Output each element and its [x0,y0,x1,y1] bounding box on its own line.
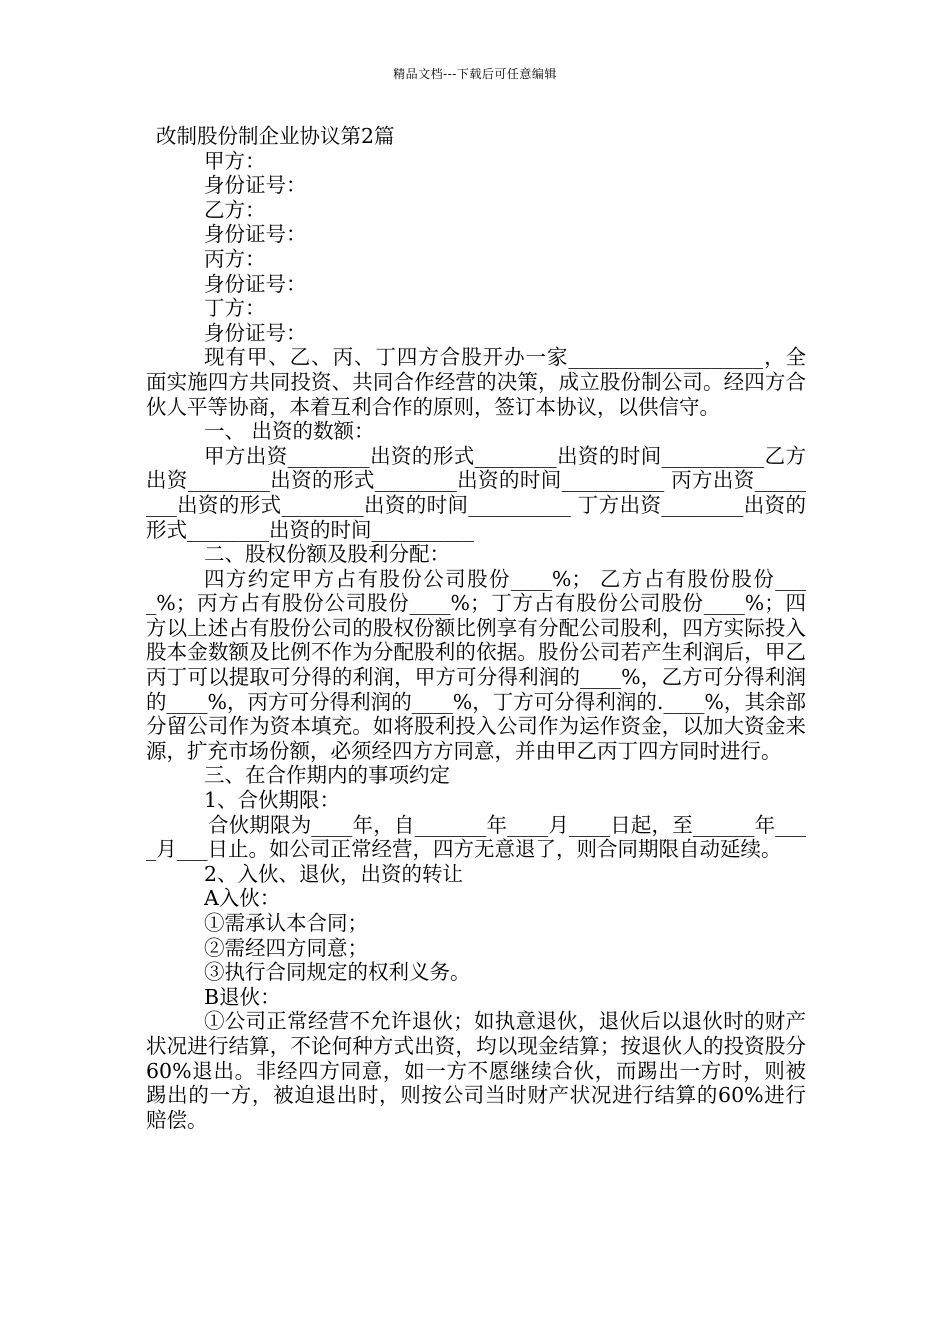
clause-2-heading: 2、入伙、退伙，出资的转让 [204,861,464,886]
partnership-term-paragraph: 合伙期限为____年，自_______年____月____日起，至______年____月___日止。如公司正常经营，四方无意退了，则合同期限自动延续。 [146,812,806,862]
party-d-label: 丁方： [204,296,266,321]
party-a-label: 甲方： [204,148,266,173]
withdrawal-heading: B退伙： [204,984,281,1009]
party-b-id-label: 身份证号： [204,222,307,247]
section-2-heading: 二、股权份额及股利分配： [204,542,450,567]
withdrawal-item-1: ①公司正常经营不允许退伙；如执意退伙，退伙后以退伙时的财产状况进行结算，不论何种方式出资，均以现金结算；按退伙人的投资股分60%退出。非经四方同意，如一方不愿继续合伙，而踢出一方时，则被踢出的一方，被迫退出时，则按公司当时财产状况进行结算的60%进行赔偿。 [146,1009,806,1132]
admission-item-1: ①需承认本合同； [204,911,368,935]
party-c-label: 丙方： [204,246,266,271]
clause-1-heading: 1、合伙期限： [204,788,341,813]
document-body [146,124,806,1132]
party-d-id-label: 身份证号： [204,320,307,345]
admission-item-2: ②需经四方同意； [204,935,368,960]
admission-heading: A入伙： [204,886,281,911]
party-c-id-label: 身份证号： [204,271,307,296]
equity-dividend-paragraph: 四方约定甲方占有股份公司股份____%； 乙方占有股份股份____%；丙方占有股份公司股份____%；丁方占有股份公司股份____%；四方以上述占有股份公司的股权份额比例享有分配公司股利，四方实际投入股本金数额及比例不作为分配股利的依据。股份公司若产生利润后，甲乙丙丁可以提取可分得的利润，甲方可分得利润的____%，乙方可分得利润的____%，丙方可分得利润的____%，丁方可分得利润的.____%，其余部分留公司作为资本填充。如将股利投入公司作为运作资金，以加大资金来源，扩充市场份额，必须经四方方同意，并由甲乙丙丁四方同时进行。 [146,566,806,763]
party-a-id-label: 身份证号： [204,173,307,198]
preamble-paragraph: 现有甲、乙、丙、丁四方合股开办一家___________________，全面实施四方共同投资、共同合作经营的决策，成立股份制公司。经四方合伙人平等协商，本着互利合作的原则，签订本协议，以供信守。 [146,345,806,419]
capital-contribution-paragraph: 甲方出资________出资的形式________出资的时间__________乙方出资________出资的形式________出资的时间__________ 丙方出资________出资的形式________出资的时间__________ 丁方出资________出资的形式________出资的时间__________ [146,443,806,542]
page-header: 精品文档---下载后可任意编辑 [393,67,557,81]
document-title: 改制股份制企业协议第2篇 [156,124,395,148]
admission-item-3: ③执行合同规定的权利义务。 [204,960,471,985]
section-1-heading: 一、 出资的数额： [204,419,375,444]
section-3-heading: 三、在合作期内的事项约定 [204,763,450,788]
party-b-label: 乙方： [204,197,266,222]
